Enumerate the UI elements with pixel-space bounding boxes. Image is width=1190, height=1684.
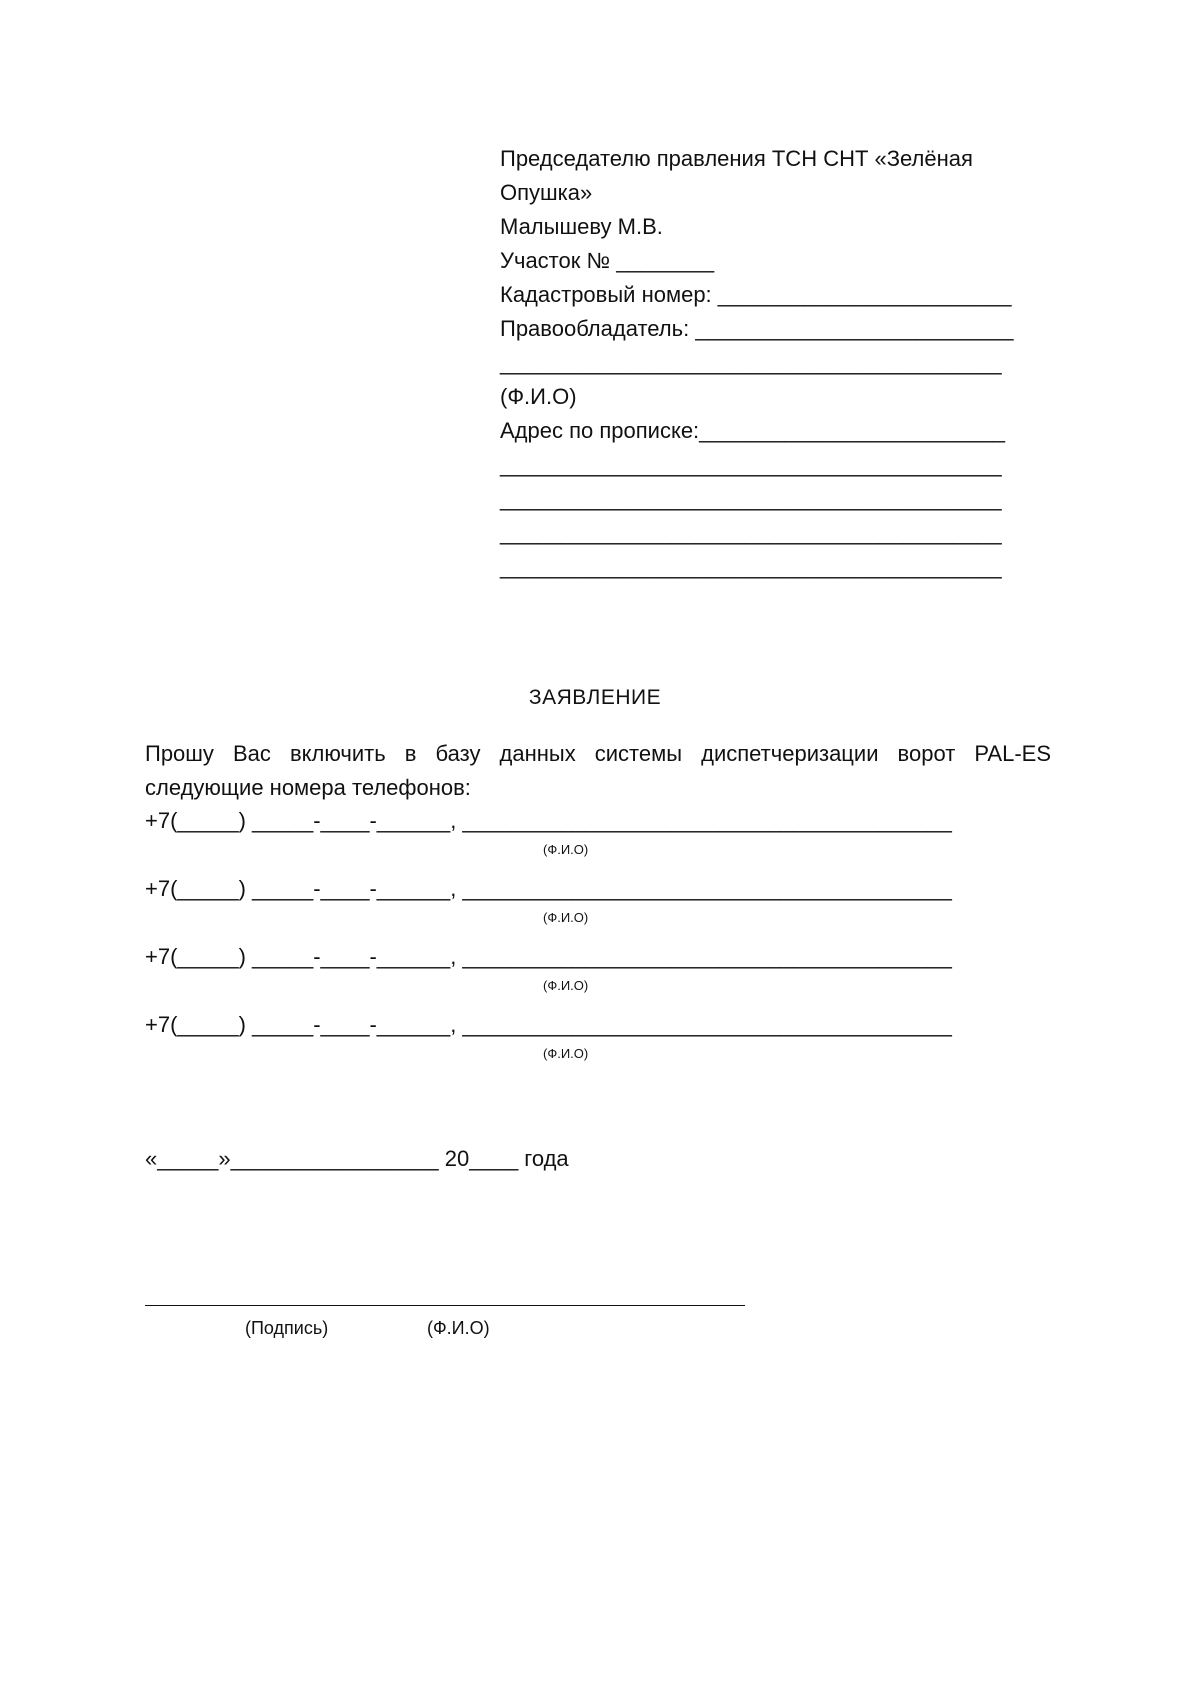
right-holder-continuation-field[interactable]: _________________________________________ [500, 350, 1002, 375]
phone-entry [145, 1010, 1065, 1078]
address-continuation-field[interactable]: _________________________________________ [500, 554, 1002, 579]
phone-field[interactable]: +7(_____) _____-____-______, ________________________________________ [145, 876, 952, 901]
phone-fio-caption: (Ф.И.О) [543, 1046, 589, 1061]
address-continuation-field[interactable]: _________________________________________ [500, 520, 1002, 545]
signature-line[interactable] [145, 1305, 745, 1306]
fio-caption: (Ф.И.О) [500, 384, 577, 409]
phone-fio-caption: (Ф.И.О) [543, 978, 589, 993]
request-intro: Прошу Вас включить в базу данных системы диспетчеризации ворот PAL-ES следующие номера телефонов: [145, 741, 1051, 800]
right-holder-field[interactable]: Правообладатель: __________________________ [500, 316, 1014, 341]
signature-fio-caption: (Ф.И.О) [427, 1318, 490, 1338]
addressee-line: Председателю правления ТСН СНТ «Зелёная [500, 146, 973, 171]
phone-fio-caption: (Ф.И.О) [543, 842, 589, 857]
address-continuation-field[interactable]: _________________________________________ [500, 486, 1002, 511]
phone-entry [145, 942, 1065, 1010]
date-field[interactable]: «_____»_________________ 20____ года [145, 1146, 569, 1171]
phone-fio-caption: (Ф.И.О) [543, 910, 589, 925]
phone-field[interactable]: +7(_____) _____-____-______, ________________________________________ [145, 808, 952, 833]
cadastral-number-field[interactable]: Кадастровый номер: ________________________ [500, 282, 1012, 307]
address-continuation-field[interactable]: _________________________________________ [500, 452, 1002, 477]
addressee-line: Опушка» [500, 180, 593, 205]
addressee-name: Малышеву М.В. [500, 214, 663, 239]
signature-caption: (Подпись) [245, 1318, 329, 1338]
registration-address-field[interactable]: Адрес по прописке:_________________________ [500, 418, 1006, 443]
phone-field[interactable]: +7(_____) _____-____-______, ________________________________________ [145, 1012, 952, 1037]
phone-field[interactable]: +7(_____) _____-____-______, ________________________________________ [145, 944, 952, 969]
plot-number-field[interactable]: Участок № ________ [500, 248, 715, 273]
phone-list [145, 806, 1065, 1078]
phone-entry [145, 874, 1065, 942]
document-title: ЗАЯВЛЕНИЕ [528, 686, 662, 709]
addressee-block [500, 142, 1040, 584]
request-body [145, 737, 1051, 805]
phone-entry [145, 806, 1065, 874]
